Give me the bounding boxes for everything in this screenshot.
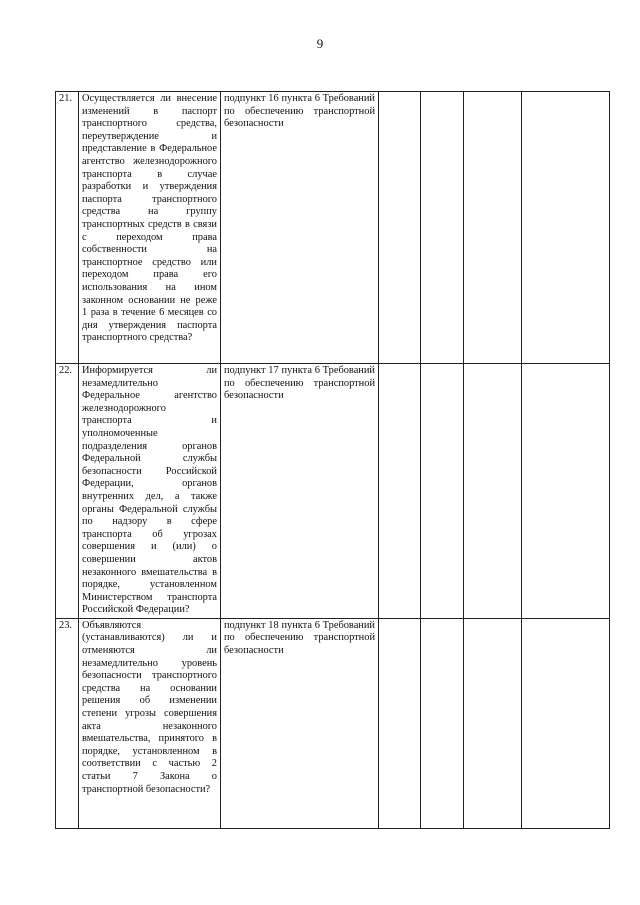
answer-na-cell xyxy=(464,364,522,619)
table-row xyxy=(56,618,610,828)
reference-cell: подпункт 17 пункта 6 Требований по обеспечению транспортной безопасности xyxy=(221,364,379,619)
row-number: 22. xyxy=(56,364,79,619)
table-row xyxy=(56,364,610,619)
row-number: 21. xyxy=(56,92,79,364)
answer-na-cell xyxy=(464,618,522,828)
answer-no-cell xyxy=(421,364,464,619)
reference-cell: подпункт 16 пункта 6 Требований по обеспечению транспортной безопасности xyxy=(221,92,379,364)
notes-cell xyxy=(522,92,610,364)
page-number: 9 xyxy=(316,36,324,51)
question-cell: Информируется ли незамедлительно Федеральное агентство железнодорожного транспорта и уполномоченные подразделения органов Федеральной службы безопасности Российской Федерации, органов внутренних дел, а также органы Федеральной службы по надзору в сфере транспорта об угрозах совершения и (или) о совершении актов незаконного вмешательства в порядке, установленном Министерством транспорта Российской Федерации? xyxy=(79,364,221,619)
notes-cell xyxy=(522,618,610,828)
row-number: 23. xyxy=(56,618,79,828)
reference-cell: подпункт 18 пункта 6 Требований по обеспечению транспортной безопасности xyxy=(221,618,379,828)
answer-yes-cell xyxy=(379,92,421,364)
answer-yes-cell xyxy=(379,364,421,619)
table-row xyxy=(56,92,610,364)
question-cell: Осуществляется ли внесение изменений в паспорт транспортного средства, переутверждение и представление в Федеральное агентство железнодорожного транспорта в случае разработки и утверждения паспорта транспортного средства на группу транспортных средств в связи с переходом права собственности на транспортное средство или переходом права его использования на ином законном основании не реже 1 раза в течение 6 месяцев со дня утверждения паспорта транспортного средства? xyxy=(79,92,221,364)
notes-cell xyxy=(522,364,610,619)
checklist-table xyxy=(55,91,610,829)
answer-yes-cell xyxy=(379,618,421,828)
question-cell: Объявляются (устанавливаются) ли и отменяются ли незамедлительно уровень безопасности транспортного средства на основании решения об изменении степени угрозы совершения акта незаконного вмешательства, принятого в порядке, установленном в соответствии с частью 2 статьи 7 Закона о транспортной безопасности? xyxy=(79,618,221,828)
answer-no-cell xyxy=(421,92,464,364)
answer-no-cell xyxy=(421,618,464,828)
answer-na-cell xyxy=(464,92,522,364)
